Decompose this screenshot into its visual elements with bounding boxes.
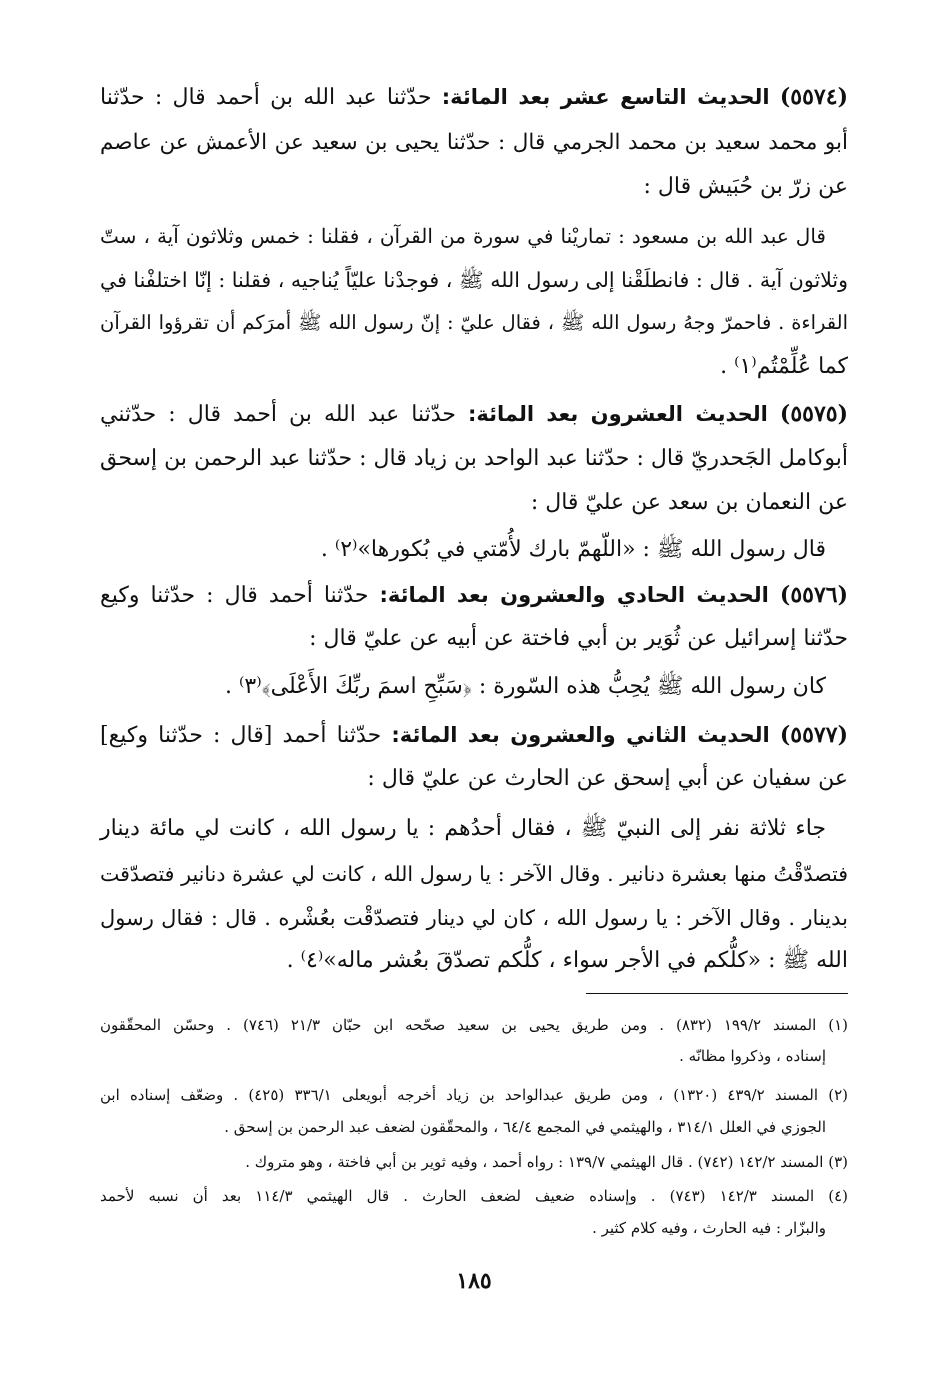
text-line: بدينار . وقال الآخر : يا رسول الله ، كان لي دينار فتصدّقْت بعُشْره . قال : فقال رسول [100, 906, 849, 930]
footnote-3: (٣) المسند ١٤٢/٢ (٧٤٢) . قال الهيثمي ١٣٩/٧ : رواه أحمد ، وفيه ثوير بن أبي فاختة ، وهو متروك . [245, 1153, 848, 1171]
footnote-4: (٤) المسند ١٤٢/٣ (٧٤٣) . وإسناده ضعيف لضعف الحارث . قال الهيثمي ١١٤/٣ بعد أن نسبه لأحمد [100, 1187, 848, 1205]
hadith-heading: الحديث الثاني والعشرون بعد المائة: [391, 723, 770, 747]
footnote-separator [586, 993, 848, 994]
text-line: جاء ثلاثة نفر إلى النبيّ ﷺ ، فقال أحدُهم : يا رسول الله ، كانت لي مائة دينار [100, 816, 826, 841]
text-line: فتصدّقْتُ منها بعشرة دنانير . وقال الآخر : يا رسول الله ، كانت لي عشرة دنانير فتصدّقت [100, 862, 848, 886]
hadith-number: (٥٥٧٥) [779, 401, 848, 427]
text-line: عن سفيان عن أبي إسحق عن الحارث عن عليّ قال : [367, 766, 848, 791]
footnote-1-continued: إسناده ، وذكروا مظانّه . [679, 1047, 826, 1065]
text-line: عن النعمان بن سعد عن عليّ قال : [530, 490, 848, 515]
text-line: حدّثنا إسرائيل عن ثُوَير بن أبي فاختة عن أبيه عن عليّ قال : [309, 626, 848, 651]
text-line: الله ﷺ : «كلُّكم في الأجر سواء ، كلُّكم تصدّقَ بعُشر ماله»⁽٤⁾ . [286, 948, 848, 973]
text-line: وثلاثون آية . قال : فانطلَقْنا إلى رسول الله ﷺ ، فوجدْنا عليّاً يُناجيه ، فقلنا : إنّا اختلفْنا في [100, 268, 848, 292]
page-number: ١٨٥ [456, 1268, 492, 1294]
text-line: حدّثنا أحمد [قال : حدّثنا وكيع] [100, 723, 382, 748]
hadith-5575-heading-line [100, 397, 848, 432]
hadith-number: (٥٥٧٦) [779, 582, 849, 608]
text-line: أبو محمد سعيد بن محمد الجرمي قال : حدّثنا يحيى بن سعيد عن الأعمش عن عاصم [100, 130, 848, 155]
text-line: حدّثنا أحمد قال : حدّثنا وكيع [100, 583, 369, 608]
text-line: حدّثنا عبد الله بن أحمد قال : حدّثنا [100, 85, 432, 110]
footnote-1: (١) المسند ١٩٩/٢ (٨٣٢) . ومن طريق يحيى بن سعيد صحّحه ابن حبّان ٢١/٣ (٧٤٦) . وحسّن المحقّقون [100, 1016, 848, 1034]
footnote-2-continued: الجوزي في العلل ٣١٤/١ ، والهيثمي في المجمع ٦٤/٤ ، والمحقّقون لضعف عبد الرحمن بن إسحق . [224, 1118, 826, 1136]
text-line: القراءة . فاحمرّ وجهُ رسول الله ﷺ ، فقال عليّ : إنّ رسول الله ﷺ أمرَكم أن تقرؤوا القرآن [100, 311, 848, 334]
hadith-5576-heading-line [100, 578, 848, 613]
hadith-heading: الحديث التاسع عشر بعد المائة: [441, 85, 770, 109]
text-line: قال عبد الله بن مسعود : تماريْنا في سورة من القرآن ، فقلنا : خمس وثلاثون آية ، ستّ [100, 224, 826, 248]
text-line: كما عُلِّمْتُم⁽١⁾ . [720, 354, 848, 379]
hadith-heading: الحديث الحادي والعشرون بعد المائة: [379, 583, 769, 607]
text-line: أبوكامل الجَحدريّ قال : حدّثنا عبد الواحد بن زياد قال : حدّثنا عبد الرحمن بن إسحق [100, 446, 848, 471]
hadith-heading: الحديث العشرون بعد المائة: [467, 402, 768, 426]
text-line: عن زرّ بن حُبَيش قال : [643, 174, 848, 199]
hadith-number: (٥٥٧٤) [779, 84, 848, 110]
hadith-number: (٥٥٧٧) [779, 722, 848, 748]
hadith-5574-heading-line [100, 80, 848, 115]
hadith-5577-heading-line [100, 718, 848, 753]
footnote-2: (٢) المسند ٤٣٩/٢ (١٣٢٠) ، ومن طريق عبدالواحد بن زياد أخرجه أبويعلى ٣٣٦/١ (٤٢٥) . وضعّف إسناده ابن [100, 1086, 848, 1104]
text-line: حدّثنا عبد الله بن أحمد قال : حدّثني [100, 402, 456, 427]
footnote-4-continued: والبزّار : فيه الحارث ، وفيه كلام كثير . [592, 1219, 826, 1237]
text-line: كان رسول الله ﷺ يُحِبُّ هذه السّورة : ﴿سَبِّحِ اسمَ ربِّكَ الأَعْلَى﴾⁽٣⁾ . [225, 674, 826, 699]
text-line: قال رسول الله ﷺ : «اللّهمّ بارك لأُمّتي في بُكورها»⁽٢⁾ . [320, 537, 826, 562]
